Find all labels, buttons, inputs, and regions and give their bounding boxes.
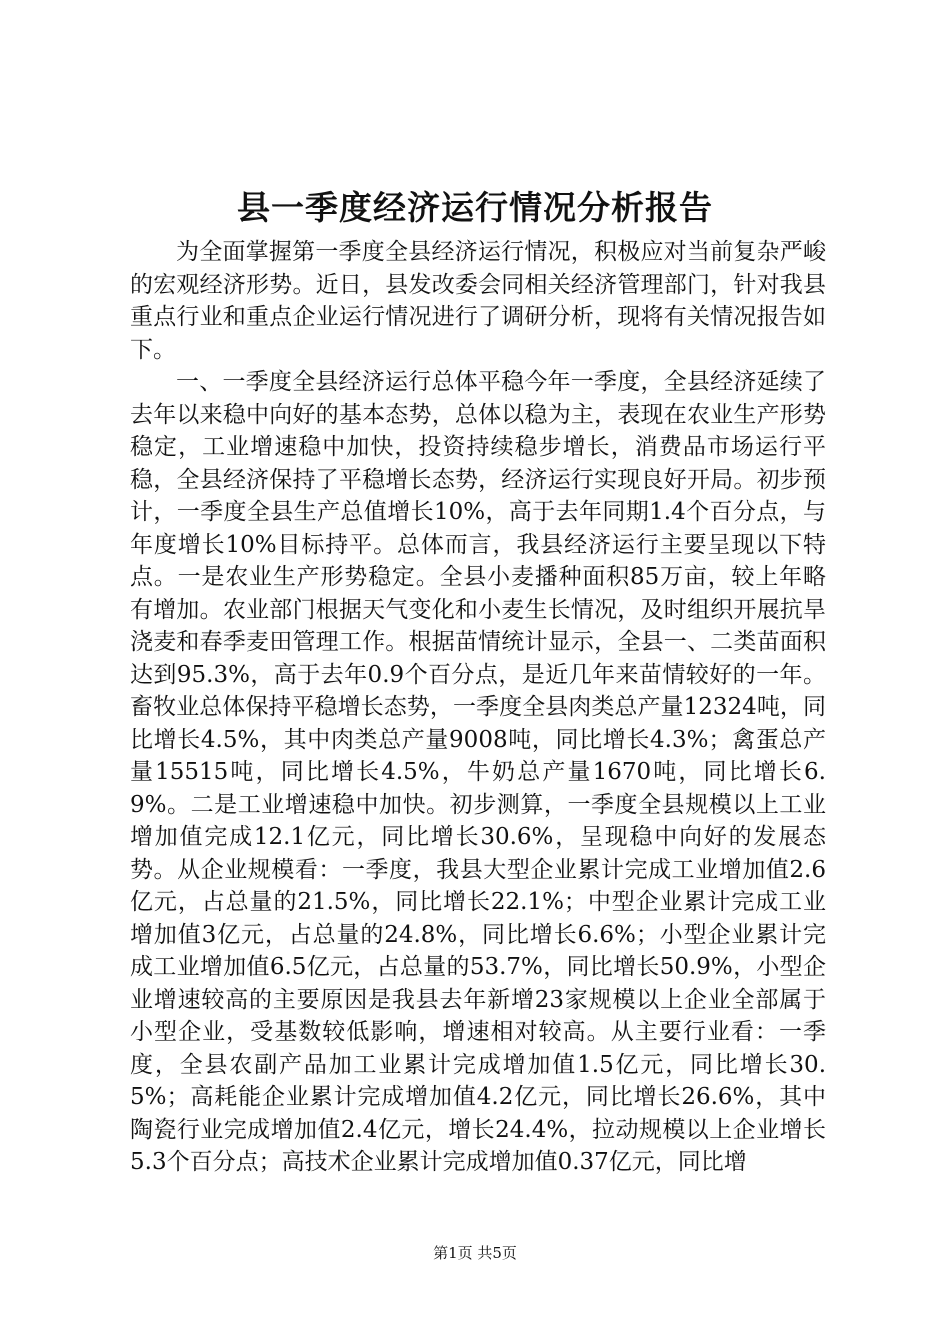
paragraph-section-one: 一、一季度全县经济运行总体平稳今年一季度，全县经济延续了去年以来稳中向好的基本态势，总体以稳为主，表现在农业生产形势稳定，工业增速稳中加快，投资持续稳步增长，消费品市场运行平稳，全县经济保持了平稳增长态势，经济运行实现良好开局。初步预计，一季度全县生产总值增长10%，高于去年同期1.4个百分点，与年度增长10%目标持平。总体而言，我县经济运行主要呈现以下特点。一是农业生产形势稳定。全县小麦播种面积85万亩，较上年略有增加。农业部门根据天气变化和小麦生长情况，及时组织开展抗旱浇麦和春季麦田管理工作。根据苗情统计显示，全县一、二类苗面积达到95.3%，高于去年0.9个百分点，是近几年来苗情较好的一年。畜牧业总体保持平稳增长态势，一季度全县肉类总产量12324吨，同比增长4.5%，其中肉类总产量9008吨，同比增长4.3%；禽蛋总产量15515吨，同比增长4.5%，牛奶总产量1670吨，同比增长6.9%。二是工业增速稳中加快。初步测算，一季度全县规模以上工业增加值完成12.1亿元，同比增长30.6%，呈现稳中向好的发展态势。从企业规模看：一季度，我县大型企业累计完成工业增加值2.6亿元，占总量的21.5%，同比增长22.1%；中型企业累计完成工业增加值3亿元，占总量的24.8%，同比增长6.6%；小型企业累计完成工业增加值6.5亿元，占总量的53.7%，同比增长50.9%，小型企业增速较高的主要原因是我县去年新增23家规模以上企业全部属于小型企业，受基数较低影响，增速相对较高。从主要行业看：一季度，全县农副产品加工业累计完成增加值1.5亿元，同比增长30.5%；高耗能企业累计完成增加值4.2亿元，同比增长26.6%，其中陶瓷行业完成增加值2.4亿元，增长24.4%，拉动规模以上企业增长5.3个百分点；高技术企业累计完成增加值0.37亿元，同比增 — [130, 369, 826, 1175]
page-number-footer: 第1页 共5页 — [433, 1244, 517, 1262]
paragraph-intro: 为全面掌握第一季度全县经济运行情况，积极应对当前复杂严峻的宏观经济形势。近日，县发改委会同相关经济管理部门，针对我县重点行业和重点企业运行情况进行了调研分析，现将有关情况报告如下。 — [130, 239, 826, 363]
document-title: 县一季度经济运行情况分析报告 — [237, 188, 713, 227]
document-body — [130, 236, 826, 1179]
